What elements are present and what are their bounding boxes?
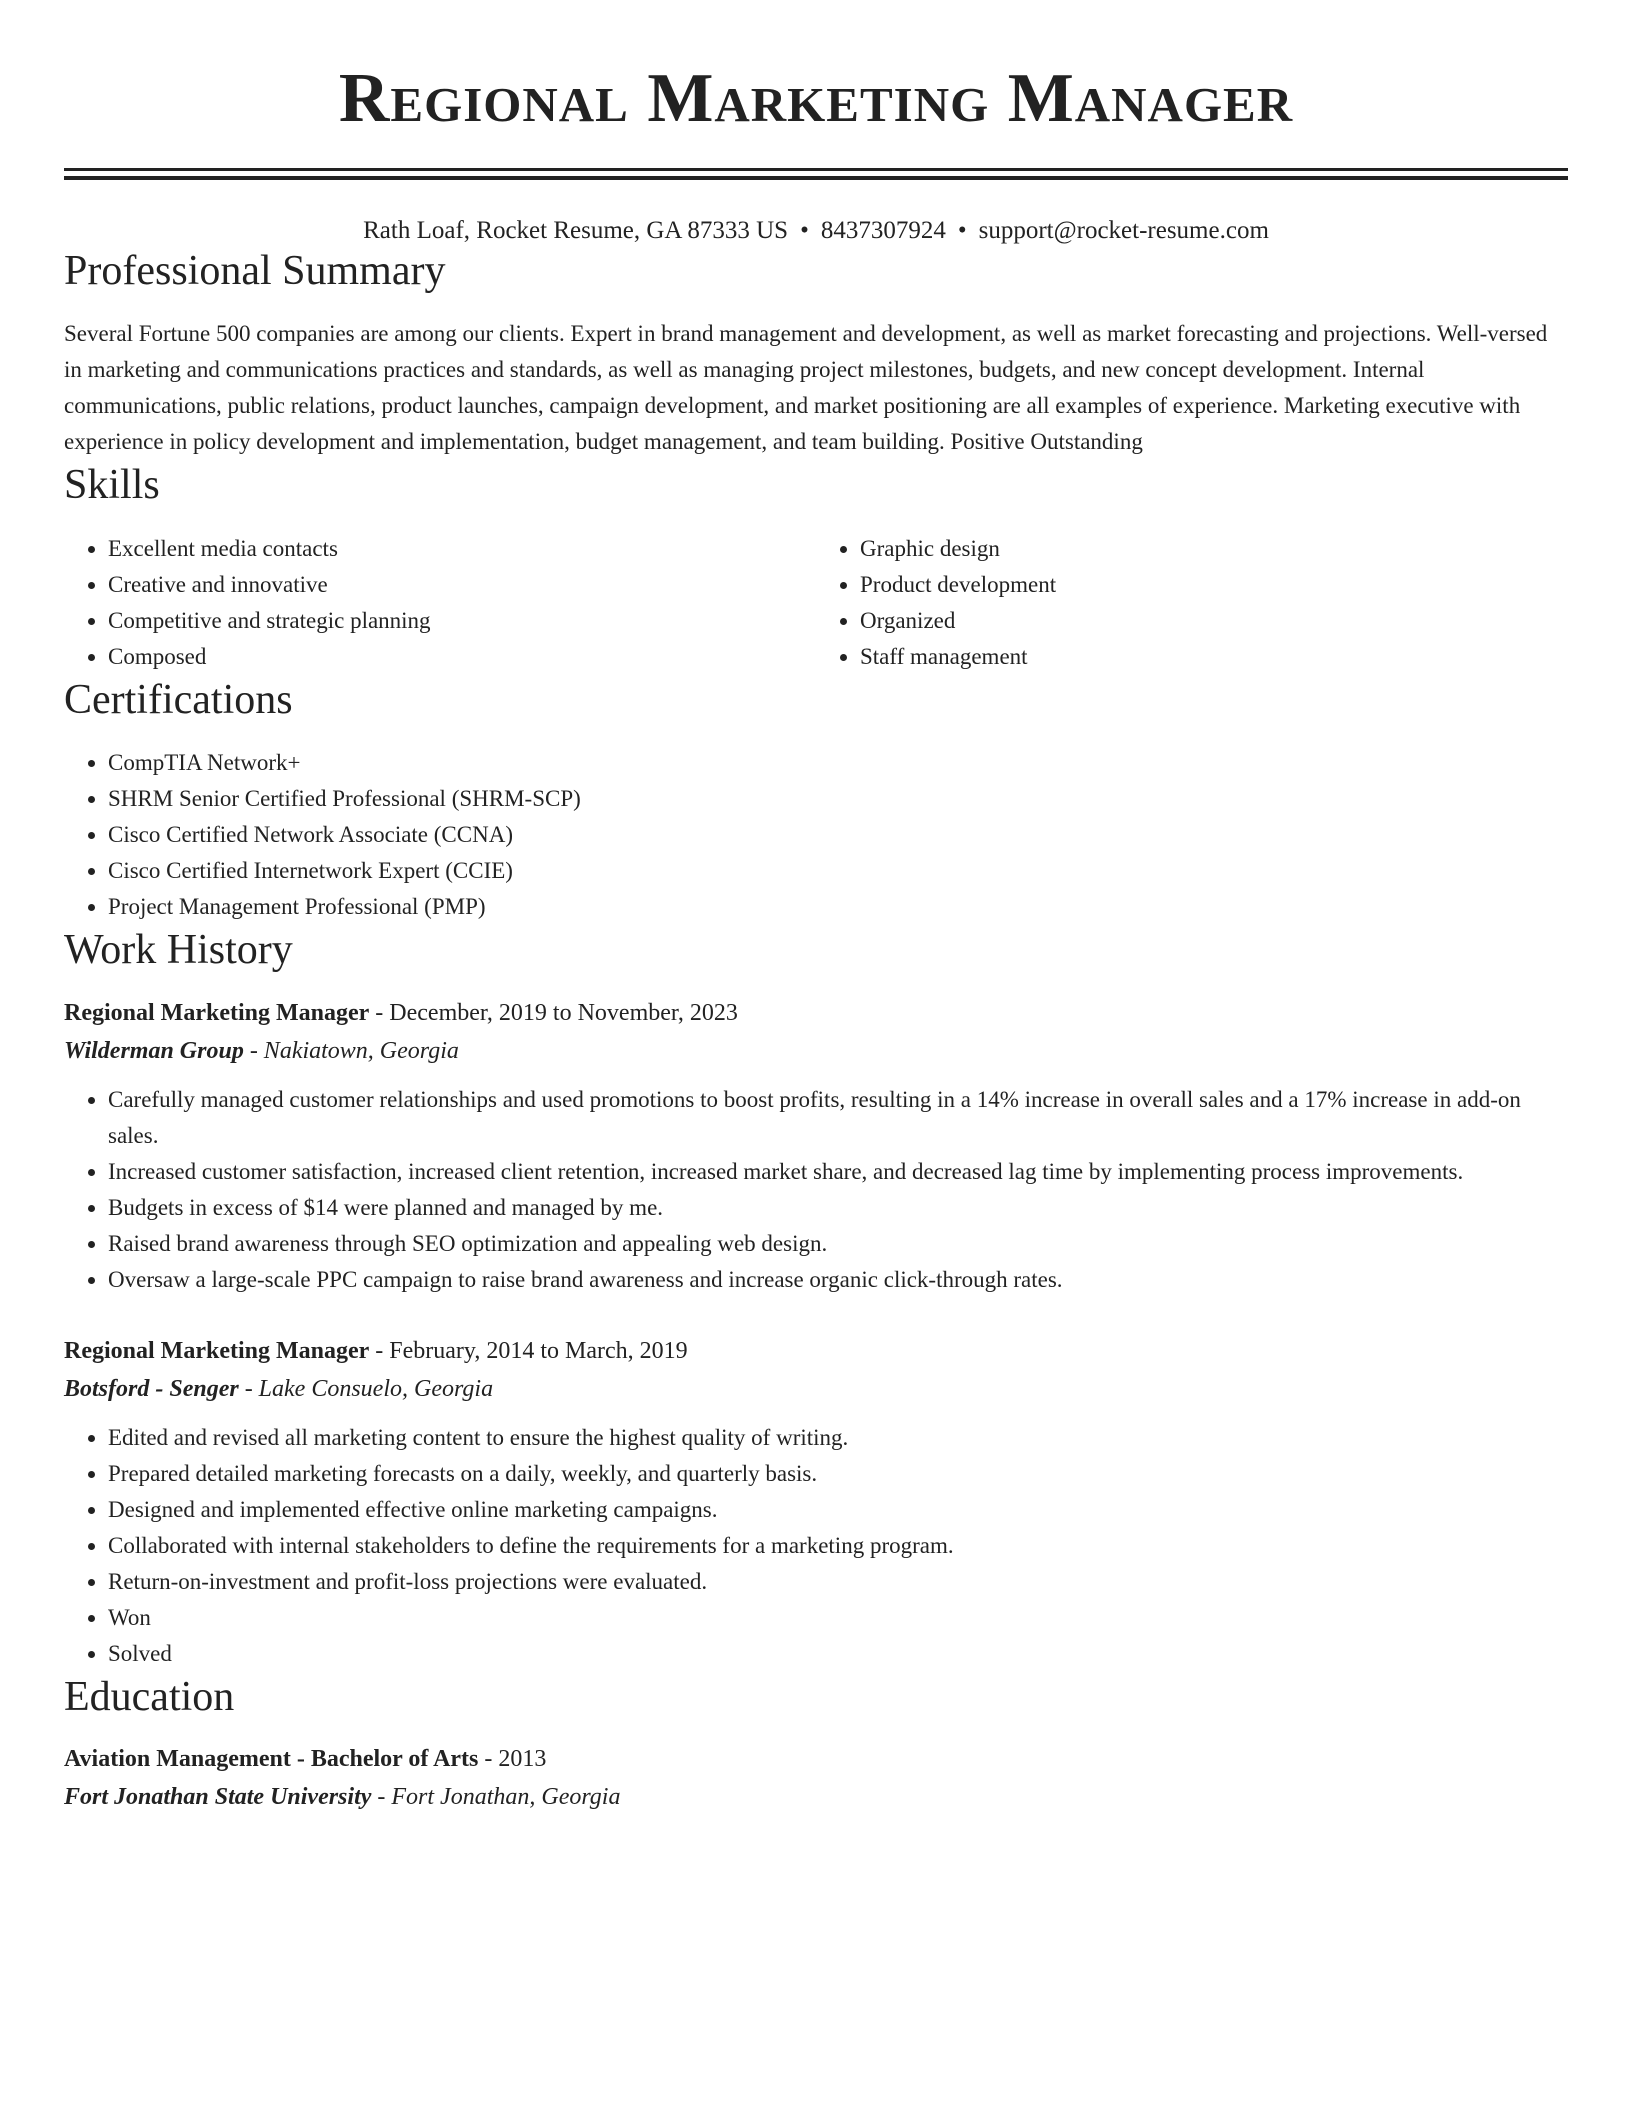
- job-bullets: [64, 1082, 1568, 1298]
- education-location: - Fort Jonathan, Georgia: [371, 1783, 621, 1810]
- job-bullet: • Raised brand awareness through SEO optimization and appealing web design.: [108, 1226, 1568, 1262]
- job-company: Botsford - Senger: [64, 1375, 239, 1402]
- summary-text: Several Fortune 500 companies are among our clients. Expert in brand management and development, as well as market forecasting and projections. Well-versed in marketing and communications practices and standards, as well as managing project milestones, budgets, and new concept development. Internal communications, public relations, product launches, campaign development, and market positioning are all examples of experience. Marketing executive with experience in policy development and implementation, budget management, and team building. Positive Outstanding: [64, 321, 1548, 455]
- section-heading-skills: Skills: [64, 462, 160, 509]
- skill-item: • Staff management: [860, 639, 1568, 675]
- title-divider-thin: [64, 176, 1568, 180]
- skills-column-left: [64, 531, 816, 675]
- skill-item: • Organized: [860, 603, 1568, 639]
- section-heading-education: Education: [64, 1673, 235, 1720]
- skill-item: • Creative and innovative: [108, 567, 816, 603]
- job-title: Regional Marketing Manager: [64, 999, 370, 1026]
- job-bullet: • Designed and implemented effective online marketing campaigns.: [108, 1492, 1568, 1528]
- skills-list-right: [816, 531, 1568, 675]
- education-school-line: [64, 1778, 1568, 1816]
- skills-list-left: [64, 531, 816, 675]
- job-company-line: [64, 1032, 1568, 1070]
- job-entry: [64, 1332, 1568, 1672]
- education-entry: [64, 1740, 1568, 1816]
- job-bullet: • Budgets in excess of $14 were planned and managed by me.: [108, 1190, 1568, 1226]
- job-bullet: • Prepared detailed marketing forecasts on a daily, weekly, and quarterly basis.: [108, 1456, 1568, 1492]
- job-bullet: • Edited and revised all marketing content to ensure the highest quality of writing.: [108, 1420, 1568, 1456]
- education-degree-line: [64, 1740, 1568, 1778]
- certification-item: • SHRM Senior Certified Professional (SHRM-SCP): [108, 781, 1568, 817]
- job-bullet: • Carefully managed customer relationships and used promotions to boost profits, resulting in a 14% increase in overall sales and a 17% increase in add-on sales.: [108, 1082, 1568, 1154]
- job-company-line: [64, 1370, 1568, 1408]
- section-heading-summary: Professional Summary: [64, 248, 446, 294]
- section-heading-work-history: Work History: [64, 927, 293, 974]
- skill-item: • Competitive and strategic planning: [108, 603, 816, 639]
- certifications-list: [64, 745, 1568, 925]
- contact-separator: •: [800, 217, 809, 244]
- contact-address: Rath Loaf, Rocket Resume, GA 87333 US: [363, 217, 789, 244]
- education-year: - 2013: [478, 1745, 547, 1772]
- certification-item: • CompTIA Network+: [108, 745, 1568, 781]
- contact-separator: •: [957, 217, 967, 244]
- title-divider-thick: [64, 168, 1568, 171]
- job-bullet: • Won: [108, 1600, 1568, 1636]
- job-location: - Nakiatown, Georgia: [243, 1037, 459, 1064]
- skill-item: • Product development: [860, 567, 1568, 603]
- skill-item: • Graphic design: [860, 531, 1568, 567]
- contact-email: support@rocket-resume.com: [978, 217, 1269, 244]
- skill-item: • Excellent media contacts: [108, 531, 816, 567]
- job-company: Wilderman Group: [64, 1037, 244, 1064]
- education-degree: Aviation Management - Bachelor of Arts: [64, 1745, 479, 1772]
- job-title-line: [64, 994, 1568, 1032]
- certification-item: • Cisco Certified Network Associate (CCNA): [108, 817, 1568, 853]
- job-bullet: • Solved: [108, 1636, 1568, 1672]
- skills-grid: [64, 531, 1568, 675]
- job-bullet: • Return-on-investment and profit-loss projections were evaluated.: [108, 1564, 1568, 1600]
- contact-line: [64, 216, 1568, 246]
- job-title: Regional Marketing Manager: [64, 1337, 370, 1364]
- certification-item: • Project Management Professional (PMP): [108, 889, 1568, 925]
- job-entry: [64, 994, 1568, 1298]
- job-location: - Lake Consuelo, Georgia: [238, 1375, 494, 1402]
- education-school: Fort Jonathan State University: [64, 1783, 372, 1810]
- job-title-line: [64, 1332, 1568, 1370]
- certification-item: • Cisco Certified Internetwork Expert (CCIE): [108, 853, 1568, 889]
- job-bullet: • Collaborated with internal stakeholders to define the requirements for a marketing program.: [108, 1528, 1568, 1564]
- skills-column-right: [816, 531, 1568, 675]
- job-dates: - February, 2014 to March, 2019: [369, 1337, 688, 1364]
- job-bullet: • Oversaw a large-scale PPC campaign to raise brand awareness and increase organic click-through rates.: [108, 1262, 1568, 1298]
- skill-item: • Composed: [108, 639, 816, 675]
- section-heading-certifications: Certifications: [64, 676, 293, 723]
- job-dates: - December, 2019 to November, 2023: [369, 999, 738, 1026]
- resume-title: Regional Marketing Manager: [338, 60, 1294, 137]
- contact-phone: 8437307924: [820, 217, 946, 244]
- job-bullets: [64, 1420, 1568, 1672]
- job-bullet: • Increased customer satisfaction, increased client retention, increased market share, and decreased lag time by implementing process improvements.: [108, 1154, 1568, 1190]
